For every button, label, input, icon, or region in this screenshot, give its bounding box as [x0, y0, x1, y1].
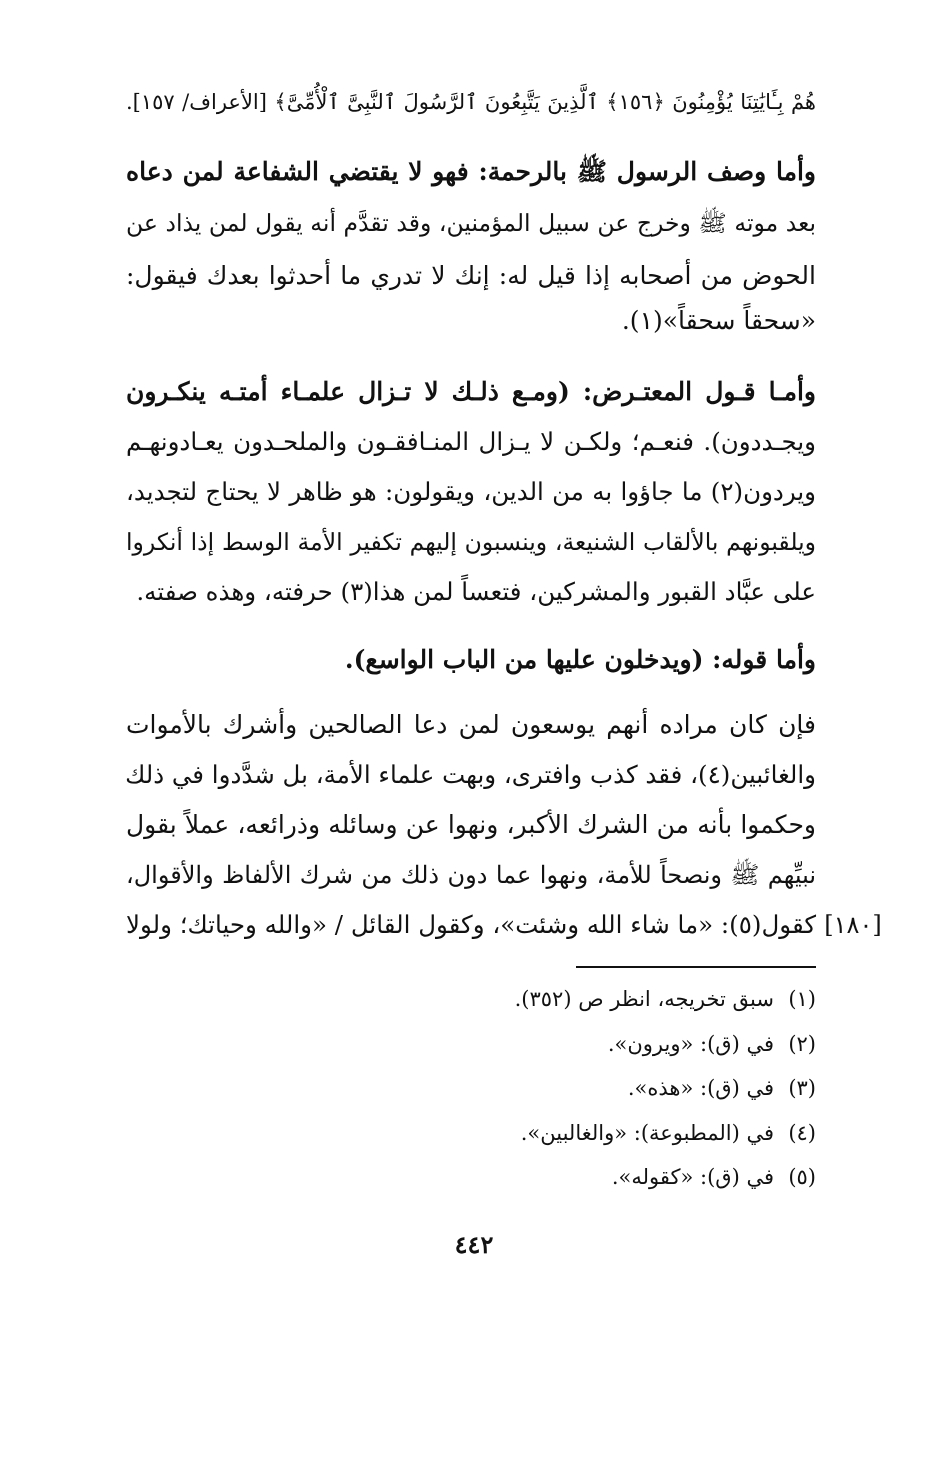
- verse-line: هُمْ بِـَٔايَٰتِنَا يُؤْمِنُونَ ﴿١٥٦﴾ ٱلَّذِينَ يَتَّبِعُونَ ٱلرَّسُولَ ٱلنَّبِىَّ ٱلْأُمِّىَّ﴾ [الأعراف/ ١٥٧].: [126, 90, 816, 114]
- footnote-number: (٥): [788, 1165, 816, 1189]
- footnote-number: (٣): [788, 1076, 816, 1100]
- footnote-text: في (ق): «هذه».: [627, 1076, 774, 1100]
- paragraph-line: ويردون(٢) ما جاؤوا به من الدين، ويقولون: هو ظاهر لا يحتاج لتجديد،: [126, 477, 816, 506]
- footnote-text: في (ق): «كقوله».: [611, 1165, 774, 1189]
- footnote: [126, 1161, 816, 1193]
- footnote: [126, 1028, 816, 1060]
- paragraph-line: وأما وصف الرسول ﷺ بالرحمة: فهو لا يقتضي الشفاعة لمن دعاه: [126, 157, 816, 186]
- paragraph-line: فإن كان مراده أنهم يوسعون لمن دعا الصالحين وأشرك بالأموات: [126, 710, 816, 739]
- footnote-text: في (المطبوعة): «والغالبين».: [520, 1121, 774, 1145]
- paragraph-line: وأمـا قـول المعتـرض: (ومـع ذلـك لا تـزال علمـاء أمتـه ينكـرون: [126, 377, 816, 406]
- footnote: [126, 983, 816, 1015]
- paragraph-line: والغائبين(٤)، فقد كذب وافترى، وبهت علماء الأمة، بل شدَّدوا في ذلك: [125, 760, 816, 789]
- paragraph-line: على عبَّاد القبور والمشركين، فتعساً لمن هذا(٣) حرفته، وهذه صفته.: [136, 577, 816, 606]
- footnote-text: سبق تخريجه، انظر ص (٣٥٢).: [514, 987, 774, 1011]
- paragraph-line: نبيِّهم ﷺ ونصحاً للأمة، ونهوا عما دون ذلك من شرك الألفاظ والأقوال،: [126, 861, 816, 889]
- paragraph-line: الحوض من أصحابه إذا قيل له: إنك لا تدري ما أحدثوا بعدك فيقول:: [126, 261, 816, 290]
- paragraph-line: ويلقبونهم بالألقاب الشنيعة، وينسبون إليهم تكفير الأمة الوسط إذا أنكروا: [126, 528, 816, 556]
- margin-page-marker: [١٨٠]: [824, 911, 882, 939]
- paragraph-line: ويجـددون). فنعـم؛ ولكـن لا يـزال المنـافقـون والملحـدون يعـادونهـم: [126, 427, 816, 456]
- footnote: [126, 1117, 816, 1149]
- footnote: [126, 1072, 816, 1104]
- paragraph-line: «سحقاً سحقاً»(١).: [621, 306, 816, 335]
- footnote-separator: [576, 966, 816, 968]
- paragraph-line: كقول(٥): «ما شاء الله وشئت»، وكقول القائل / «والله وحياتك؛ ولولا: [126, 910, 816, 939]
- footnote-number: (٢): [788, 1032, 816, 1056]
- footnote-number: (١): [788, 987, 816, 1011]
- footnote-text: في (ق): «ويرون».: [607, 1032, 774, 1056]
- footnote-number: (٤): [788, 1121, 816, 1145]
- page-number: ٤٤٢: [454, 1230, 494, 1259]
- paragraph-line: وأما قوله: (ويدخلون عليها من الباب الواسع).: [344, 645, 816, 674]
- paragraph-line: وحكموا بأنه من الشرك الأكبر، ونهوا عن وسائله وذرائعه، عملاً بقول: [126, 810, 816, 839]
- paragraph-line: بعد موته ﷺ وخرج عن سبيل المؤمنين، وقد تقدَّم أنه يقول لمن يذاد عن: [126, 209, 816, 237]
